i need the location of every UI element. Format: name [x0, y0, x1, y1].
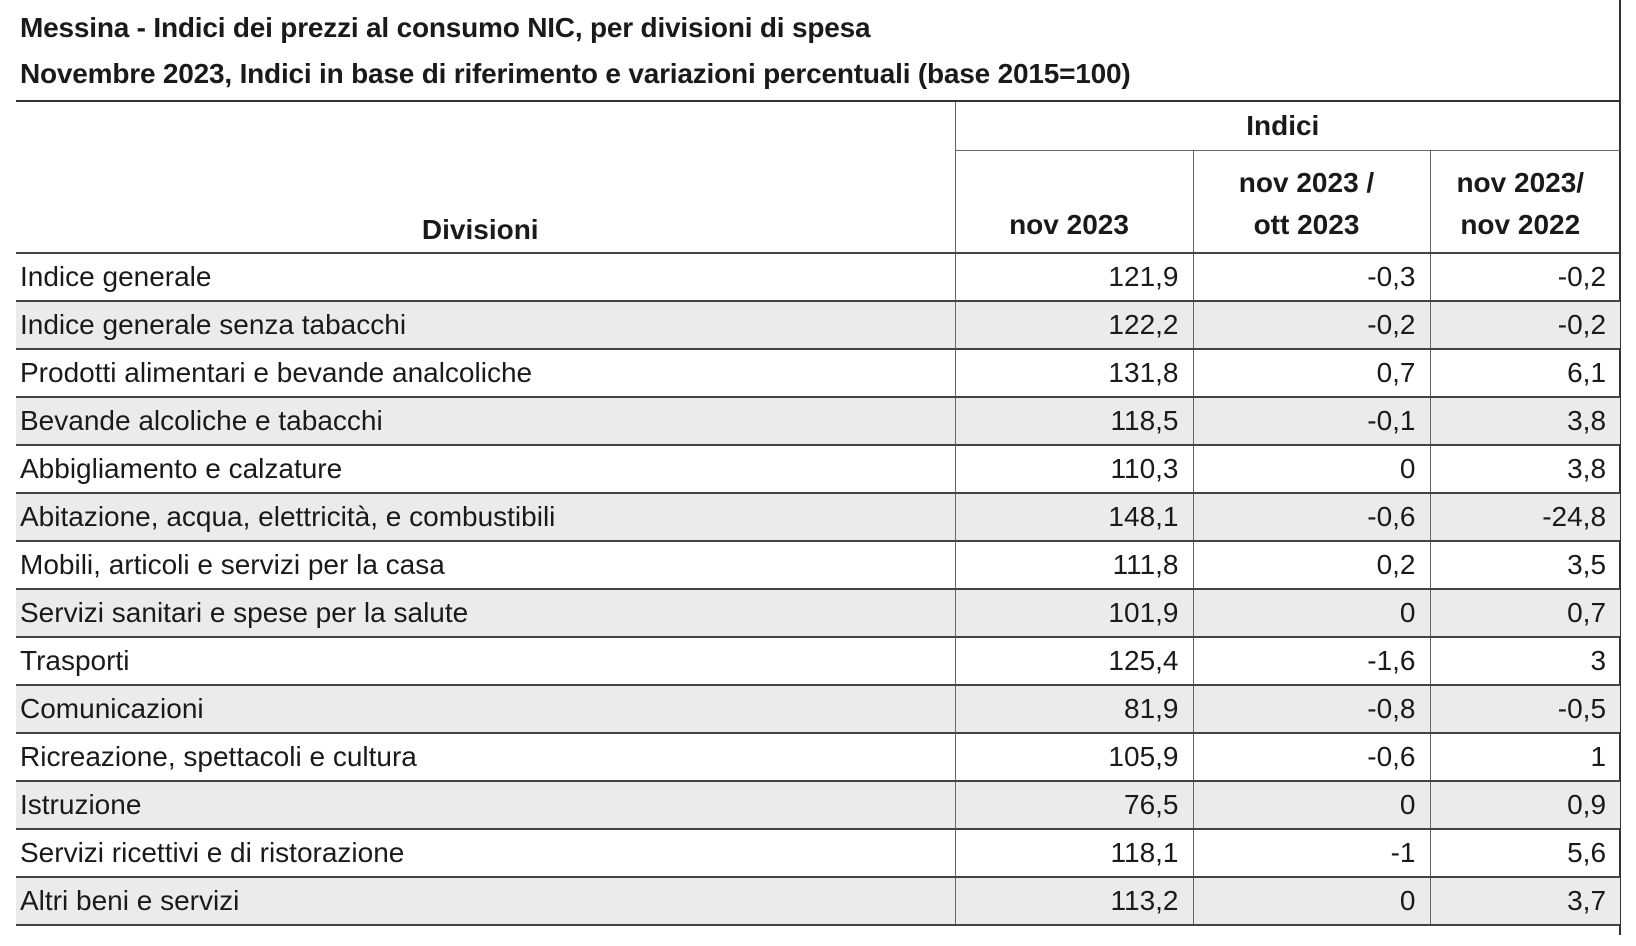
table-row	[16, 829, 1620, 877]
header-indici-group: Indici	[955, 101, 1620, 151]
table-row	[16, 397, 1620, 445]
row-yoy-change: -24,8	[1430, 493, 1620, 541]
table-row	[16, 685, 1620, 733]
row-mom-change: -1,6	[1193, 637, 1430, 685]
table-row	[16, 493, 1620, 541]
row-division-name: Prodotti alimentari e bevande analcoliche	[20, 357, 533, 388]
row-yoy-change: 5,6	[1430, 829, 1620, 877]
row-division-name: Comunicazioni	[20, 693, 204, 724]
table-row	[16, 253, 1620, 301]
row-mom-change: -0,6	[1193, 493, 1430, 541]
table-row	[16, 349, 1620, 397]
row-yoy-change: -0,5	[1430, 685, 1620, 733]
table-frame	[16, 0, 1620, 935]
row-index-value: 105,9	[955, 733, 1193, 781]
header-nov-2023: nov 2023	[955, 151, 1193, 254]
row-index-value: 113,2	[955, 877, 1193, 925]
row-index-value: 131,8	[955, 349, 1193, 397]
price-index-table	[16, 100, 1620, 926]
row-index-value: 118,5	[955, 397, 1193, 445]
row-yoy-change: 3	[1430, 637, 1620, 685]
header-yoy-change: nov 2023/ nov 2022	[1430, 151, 1620, 254]
row-mom-change: 0	[1193, 589, 1430, 637]
row-division-name: Abitazione, acqua, elettricità, e combustibili	[20, 501, 556, 532]
row-mom-change: -1	[1193, 829, 1430, 877]
row-index-value: 148,1	[955, 493, 1193, 541]
row-yoy-change: 3,7	[1430, 877, 1620, 925]
row-mom-change: 0,2	[1193, 541, 1430, 589]
row-yoy-change: 0,7	[1430, 589, 1620, 637]
row-yoy-change: 3,8	[1430, 397, 1620, 445]
row-mom-change: -0,1	[1193, 397, 1430, 445]
row-division-name: Ricreazione, spettacoli e cultura	[20, 741, 417, 772]
row-index-value: 118,1	[955, 829, 1193, 877]
table-row	[16, 781, 1620, 829]
table-row	[16, 445, 1620, 493]
row-division-name: Mobili, articoli e servizi per la casa	[20, 549, 445, 580]
row-index-value: 125,4	[955, 637, 1193, 685]
row-yoy-change: 1	[1430, 733, 1620, 781]
row-mom-change: -0,3	[1193, 253, 1430, 301]
header-mom-change: nov 2023 / ott 2023	[1193, 151, 1430, 254]
table-row	[16, 733, 1620, 781]
row-mom-change: 0	[1193, 877, 1430, 925]
row-division-name: Servizi ricettivi e di ristorazione	[20, 837, 405, 868]
row-yoy-change: 0,9	[1430, 781, 1620, 829]
row-division-name: Abbigliamento e calzature	[20, 453, 343, 484]
row-division-name: Altri beni e servizi	[20, 885, 240, 916]
row-mom-change: -0,8	[1193, 685, 1430, 733]
row-index-value: 76,5	[955, 781, 1193, 829]
table-row	[16, 541, 1620, 589]
header-divisioni: Divisioni	[421, 214, 539, 245]
row-yoy-change: -0,2	[1430, 301, 1620, 349]
row-index-value: 81,9	[955, 685, 1193, 733]
row-index-value: 101,9	[955, 589, 1193, 637]
row-division-name: Indice generale	[20, 261, 212, 292]
row-mom-change: 0	[1193, 781, 1430, 829]
row-index-value: 110,3	[955, 445, 1193, 493]
table-row	[16, 637, 1620, 685]
row-yoy-change: 3,5	[1430, 541, 1620, 589]
row-mom-change: -0,6	[1193, 733, 1430, 781]
row-division-name: Trasporti	[20, 645, 130, 676]
row-division-name: Istruzione	[20, 789, 142, 820]
table-subtitle: Novembre 2023, Indici in base di riferimento e variazioni percentuali (base 2015=100)	[20, 58, 1131, 89]
table-title: Messina - Indici dei prezzi al consumo NIC, per divisioni di spesa	[20, 12, 871, 43]
row-division-name: Bevande alcoliche e tabacchi	[20, 405, 383, 436]
row-mom-change: 0,7	[1193, 349, 1430, 397]
row-index-value: 111,8	[955, 541, 1193, 589]
row-index-value: 122,2	[955, 301, 1193, 349]
row-mom-change: 0	[1193, 445, 1430, 493]
row-index-value: 121,9	[955, 253, 1193, 301]
row-yoy-change: 6,1	[1430, 349, 1620, 397]
row-yoy-change: -0,2	[1430, 253, 1620, 301]
row-division-name: Indice generale senza tabacchi	[20, 309, 407, 340]
table-row	[16, 877, 1620, 925]
row-division-name: Servizi sanitari e spese per la salute	[20, 597, 469, 628]
row-mom-change: -0,2	[1193, 301, 1430, 349]
row-yoy-change: 3,8	[1430, 445, 1620, 493]
table-row	[16, 589, 1620, 637]
table-row	[16, 301, 1620, 349]
